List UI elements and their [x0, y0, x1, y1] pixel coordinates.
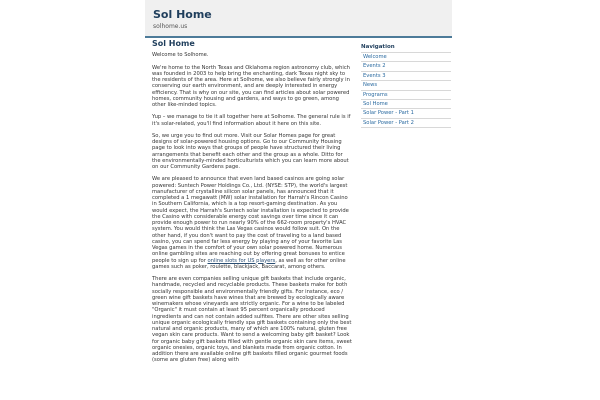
paragraph-about: We're home to the North Texas and Oklahoma region astronomy club, which was founded in 2003 to help bring the enchanting, dark Texas night sky to the residents of the area. Here at Solhome, we also believe fairly strongly in conserving our earth environment, and are deeply interested in energy efficiency. That is why on our site, you can find articles about solar powered homes, community housing and gardens, and ways to go green, among other like-minded topics. — [152, 64, 350, 108]
sidebar — [361, 44, 451, 128]
paragraph-find-more: So, we urge you to find out more. Visit our Solar Homes page for great designs of solar-powered housing options. Go to our Community Housing page to look into ways that groups of people have structured their living arrangements that benefit each other and the group as a whole. Ditto for the environmentally-minded horticulturists which you can learn more about on our Community Gardens page. — [152, 132, 349, 170]
nav-item-events-3 — [361, 72, 451, 81]
nav-link-welcome[interactable]: Welcome — [363, 54, 387, 60]
site-domain: solhome.us — [153, 23, 188, 30]
nav-link-events-3[interactable]: Events 3 — [363, 72, 386, 79]
page-title: Sol Home — [152, 39, 195, 48]
paragraph-welcome: Welcome to Solhome. — [152, 52, 209, 59]
nav-item-solar-power-2 — [361, 119, 451, 128]
nav-link-news[interactable]: News — [363, 82, 378, 89]
paragraph-casino-text: We are pleased to announce that even land based casinos are going solar powered: Suntech Power Holdings Co., Ltd. (NYSE: STP), the world's largest manufacturer of crystalline silicon solar panels, has announced that it completed a 1 megawatt (MW) solar installation for Harrah's Rincon Casino in Southern California, which is a top resort-gaming destination. As you would expect, the Harrah's Suntech solar installation is expected to provide the Casino with considerable energy cost savings over time since it can provide enough power to run nearly 90% of the 662-room property's HVAC system. You would think the Las Vegas casinos would follow suit. On the other hand, if you don't want to pay the cost of traveling to a land based casino, you can spend far less energy by playing any of your favorite Las Vegas games in the comfort of your own solar powered home. Numerous online gambling sites are reaching out by offering great bonuses to entice people to sign up for — [152, 176, 349, 264]
paragraph-casino-text-end: , as well as for other online games such as poker, roulette, blackjack, Baccarat, among others. — [152, 257, 346, 270]
paragraph-casino — [152, 176, 352, 270]
nav-heading: Navigation — [361, 44, 395, 50]
nav-link-events-2[interactable]: Events 2 — [363, 63, 386, 70]
paragraph-solar-rule: Yup – we manage to tie it all together here at Solhome. The general rule is if it's solar-related, you'll find information about it here on this site. — [152, 114, 351, 127]
nav-list — [361, 52, 451, 128]
online-slots-link[interactable]: online slots for US players — [207, 257, 276, 264]
nav-link-solar-power-1[interactable]: Solar Power - Part 1 — [363, 110, 414, 117]
paragraph-gift-baskets: There are even companies selling unique gift baskets that include organic, handmade, recycled and recyclable products. These baskets make for both socially responsible and environmentally friendly gifts. For instance, eco / green wine gift baskets have wines that are brewed by ecologically aware winemakers whose vineyards are strictly organic. For a wine to be labeled "Organic" it must contain at least 95 percent organically produced ingredients and can not contain added sulfites. There are other sites selling unique organic ecologically friendly spa gift baskets containing only the best natural and organic products, many of which are 100% natural, gluten free vegan skin care products. Want to send a welcoming baby gift basket? Look for organic baby gift baskets filled with gentle organic skin care items, sweet organic onesies, organic toys, and blankets made from organic cotton. In addition there are available online gift baskets filled organic gourmet foods (some are gluten free) along with — [152, 276, 352, 364]
nav-link-solar-power-2[interactable]: Solar Power - Part 2 — [363, 119, 414, 126]
site-title[interactable]: Sol Home — [153, 8, 212, 21]
nav-item-events-2 — [361, 62, 451, 71]
nav-item-news — [361, 81, 451, 90]
site-header — [145, 0, 452, 38]
nav-item-welcome — [361, 53, 451, 62]
nav-link-programs[interactable]: Programs — [363, 91, 388, 98]
nav-item-sol-home — [361, 100, 451, 109]
nav-item-programs — [361, 91, 451, 100]
nav-item-solar-power-1 — [361, 109, 451, 118]
nav-link-sol-home[interactable]: Sol Home — [363, 101, 388, 108]
main-content — [152, 41, 352, 370]
